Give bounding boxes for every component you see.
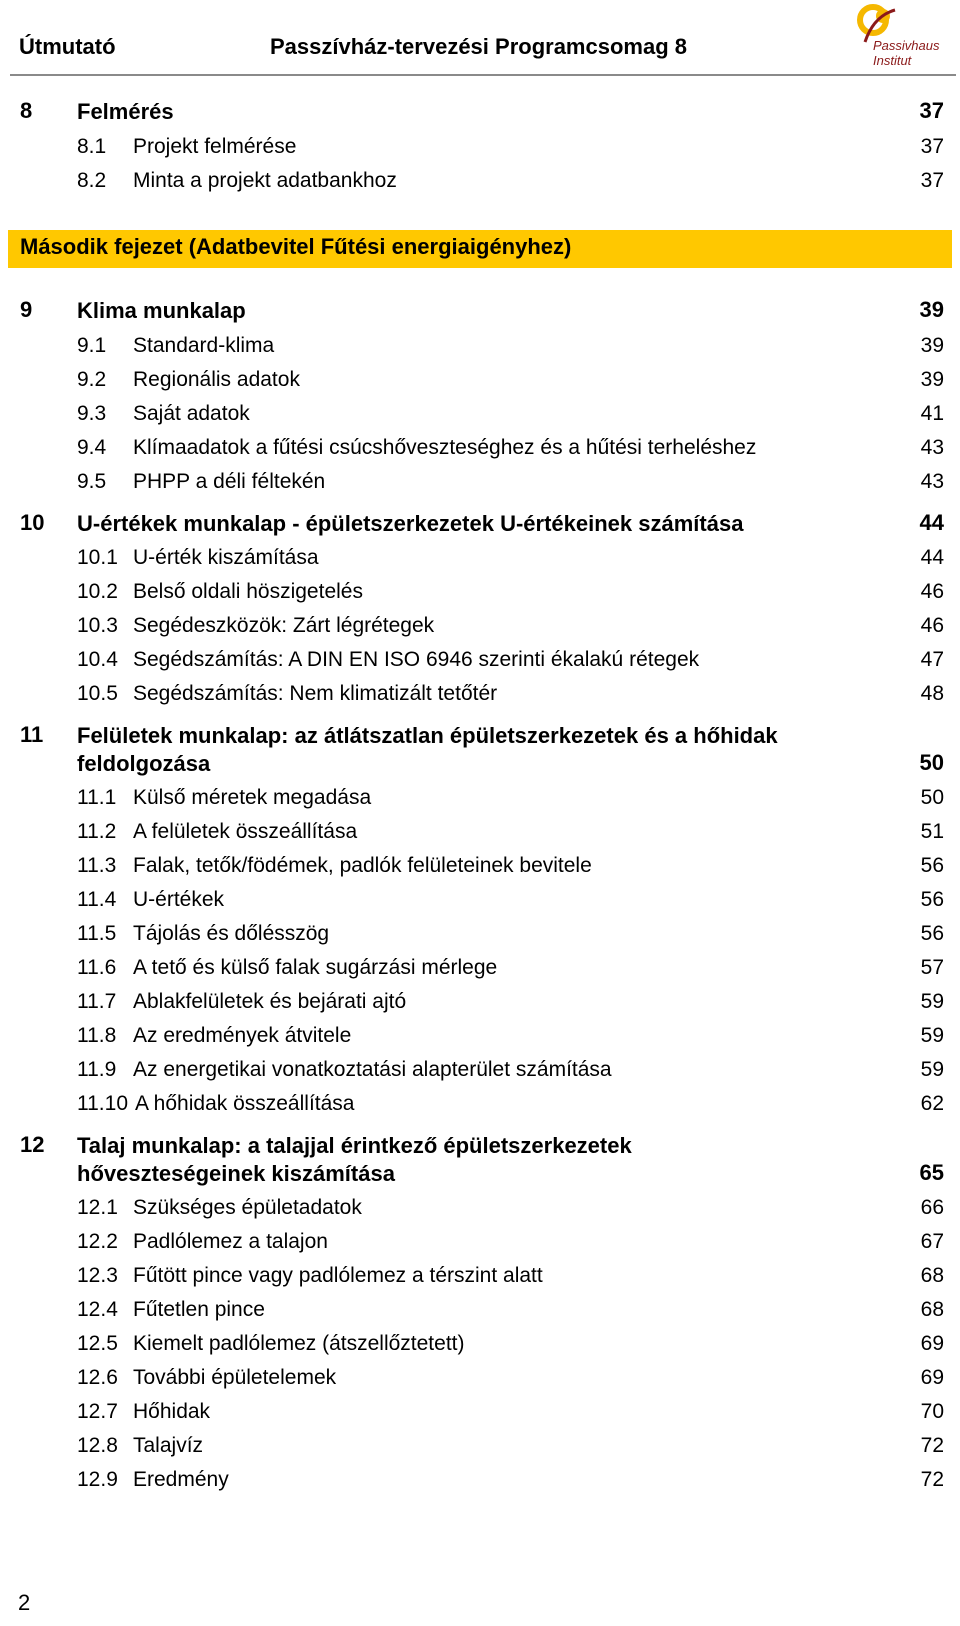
toc-page: 69 [920,1366,944,1389]
toc-number: 11 [20,722,44,747]
toc-number: 12.6 [77,1366,118,1389]
toc-number: 11.5 [77,922,117,945]
toc-title: Az eredmények átvitele [133,1024,352,1047]
toc-number: 9 [20,297,33,322]
toc-number: 12.1 [77,1196,118,1219]
toc-title: Belső oldali höszigetelés [133,580,363,603]
logo-text [873,38,939,68]
toc-title: Eredmény [133,1468,229,1491]
toc-number: 12.9 [77,1468,118,1491]
toc-page: 59 [920,1024,944,1047]
toc-page: 66 [920,1196,944,1219]
toc-page: 39 [920,334,944,357]
toc-title: Tájolás és dőlésszög [133,922,330,945]
toc-page: 41 [920,402,944,425]
toc-page: 37 [920,135,944,158]
toc-number: 10 [20,510,45,535]
toc-page: 37 [919,98,944,123]
toc-page: 69 [920,1332,944,1355]
toc-page: 56 [920,888,944,911]
toc-number: 11.7 [77,990,117,1013]
toc-title: PHPP a déli féltekén [133,470,326,493]
toc-number: 9.3 [77,402,107,425]
toc-title: Segédeszközök: Zárt légrétegek [133,614,435,637]
toc-number: 11.6 [77,956,117,979]
toc-page: 39 [919,297,944,322]
toc-title: U-értékek munkalap - épületszerkezetek U-értékeinek számítása [77,511,744,536]
toc-page: 50 [920,786,944,809]
logo-text-line-1: Passivhaus [873,38,940,53]
toc-page: 67 [920,1230,944,1253]
toc-page: 68 [920,1298,944,1321]
toc-number: 9.5 [77,470,107,493]
toc-title-line-1: Felületek munkalap: az átlátszatlan épületszerkezetek és a hőhidak [77,723,778,748]
toc-number: 12.8 [77,1434,118,1457]
toc-number: 11.3 [77,854,117,877]
toc-title: Az energetikai vonatkoztatási alapterület számítása [133,1058,612,1081]
toc-page: 43 [920,470,944,493]
toc-title: Hőhidak [133,1400,211,1423]
toc-page: 62 [920,1092,944,1115]
toc-title: Felmérés [77,99,174,124]
toc-number: 11.1 [77,786,117,809]
toc-number: 12.7 [77,1400,118,1423]
toc-page: 56 [920,922,944,945]
toc-title [77,722,857,778]
toc-title: További épületelemek [133,1366,337,1389]
toc-title-line-2: feldolgozása [77,751,211,776]
toc-page: 43 [920,436,944,459]
toc-number: 10.3 [77,614,118,637]
toc-title: Fűtetlen pince [133,1298,265,1321]
toc-number: 10.4 [77,648,118,671]
toc-number: 9.1 [77,334,107,357]
toc-page: 39 [920,368,944,391]
toc-page: 44 [920,546,944,569]
page-number: 2 [18,1590,31,1615]
toc-number: 12 [20,1132,45,1157]
toc-title: Kiemelt padlólemez (átszellőztetett) [133,1332,465,1355]
toc-title: U-érték kiszámítása [133,546,319,569]
toc-title: Minta a projekt adatbankhoz [133,169,397,192]
page-header [10,0,956,76]
toc-title: Standard-klima [133,334,275,357]
toc-title: Fűtött pince vagy padlólemez a térszint alatt [133,1264,543,1287]
toc-title-line-2: hőveszteségeinek kiszámítása [77,1161,395,1186]
toc-number: 8.2 [77,169,107,192]
toc-page: 65 [919,1160,944,1185]
toc-page: 46 [920,614,944,637]
toc-title: Projekt felmérése [133,135,297,158]
toc-title: A tető és külső falak sugárzási mérlege [133,956,498,979]
toc-number: 11.9 [77,1058,117,1081]
toc-page: 56 [920,854,944,877]
toc-title: Külső méretek megadása [133,786,372,809]
header-center-title: Passzívház-tervezési Programcsomag 8 [270,34,687,59]
toc-title: Falak, tetők/födémek, padlók felületeinek bevitele [133,854,592,877]
toc-title: Segédszámítás: Nem klimatizált tetőtér [133,682,498,705]
toc-title: Szükséges épületadatok [133,1196,362,1219]
toc-title: Talajvíz [133,1434,204,1457]
toc-number: 9.4 [77,436,107,459]
part-two-title: Második fejezet (Adatbevitel Fűtési energiaigényhez) [20,234,572,259]
toc-number: 12.5 [77,1332,118,1355]
toc-title: U-értékek [133,888,225,911]
toc-number: 8.1 [77,135,107,158]
toc-title-line-1: Talaj munkalap: a talajjal érintkező épületszerkezetek [77,1133,632,1158]
toc-number: 10.5 [77,682,118,705]
toc-title: Saját adatok [133,402,250,425]
toc-number: 12.2 [77,1230,118,1253]
passivhaus-institut-logo [855,4,955,72]
toc-title: A felületek összeállítása [133,820,358,843]
toc-page: 68 [920,1264,944,1287]
toc-page: 44 [919,510,944,535]
toc-number: 11.10 [77,1092,128,1115]
toc-number: 12.3 [77,1264,118,1287]
toc-title: Segédszámítás: A DIN EN ISO 6946 szerinti ékalakú rétegek [133,648,700,671]
toc-number: 9.2 [77,368,107,391]
toc-title: Klímaadatok a fűtési csúcshőveszteséghez és a hűtési terheléshez [133,436,757,459]
toc-page: 72 [920,1434,944,1457]
toc-title: Padlólemez a talajon [133,1230,328,1253]
toc-title [77,1132,857,1188]
toc-number: 11.4 [77,888,117,911]
toc-number: 8 [20,98,33,123]
toc-number: 11.8 [77,1024,117,1047]
toc-page: 50 [919,750,944,775]
toc-title: Klima munkalap [77,298,246,323]
toc-page: 72 [920,1468,944,1491]
toc-page: 47 [920,648,944,671]
part-two-banner [8,230,952,268]
toc-number: 10.1 [77,546,118,569]
toc-page: 57 [920,956,944,979]
toc-title: A hőhidak összeállítása [135,1092,355,1115]
toc-number: 11.2 [77,820,117,843]
toc-title: Ablakfelületek és bejárati ajtó [133,990,407,1013]
toc-page: 48 [920,682,944,705]
toc-page: 46 [920,580,944,603]
header-left-title: Útmutató [19,34,116,59]
toc-page: 37 [920,169,944,192]
toc-page: 70 [920,1400,944,1423]
toc-title: Regionális adatok [133,368,300,391]
toc-page: 51 [920,820,944,843]
logo-text-line-2: Institut [873,53,912,68]
toc-number: 12.4 [77,1298,118,1321]
toc-page: 59 [920,990,944,1013]
toc-page: 59 [920,1058,944,1081]
toc-number: 10.2 [77,580,118,603]
